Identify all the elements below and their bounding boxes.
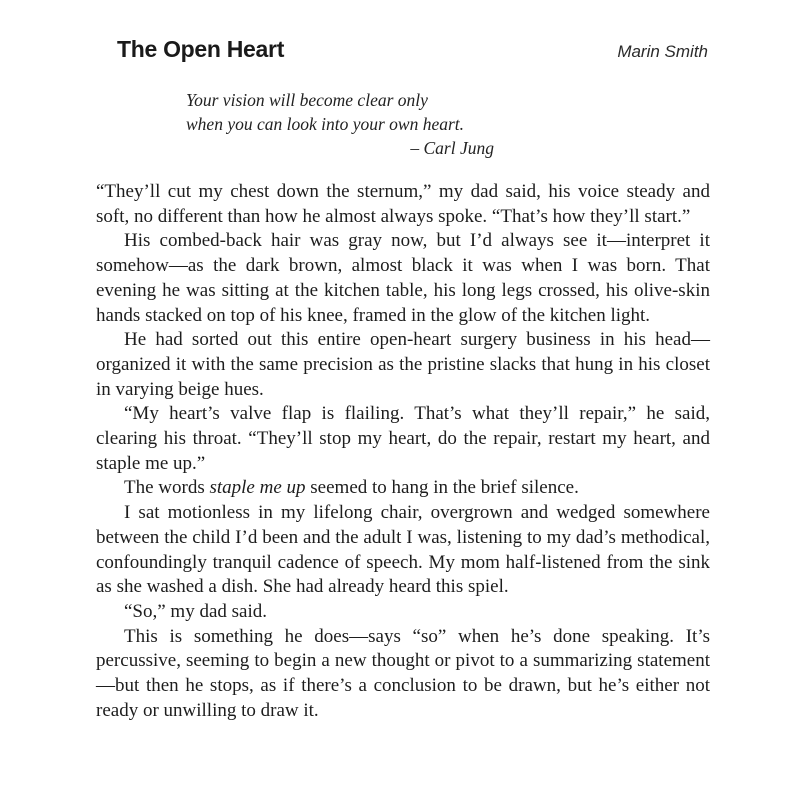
paragraph: [96, 229, 710, 328]
paragraph-text: I sat motionless in my lifelong chair, overgrown and wedged somewhere between the child I’d been and the adult I was, listening to my dad’s methodical, confoundingly tranquil cadence of speech. My mom half-listened from the sink as she washed a dish. She had already heard this spiel.: [96, 502, 710, 598]
paragraph: [96, 625, 710, 724]
paragraph-text: “So,” my dad said.: [124, 600, 268, 622]
epigraph-line-2: when you can look into your own heart.: [186, 114, 465, 134]
paragraph: [96, 402, 710, 476]
paragraph: [96, 328, 710, 402]
paragraph-text: He had sorted out this entire open-heart surgery business in his head—organized it with the same precision as the pristine slacks that hung in his closet in varying beige hues.: [96, 329, 710, 400]
paragraph-text: His combed-back hair was gray now, but I’d always see it—interpret it somehow—as the dark brown, almost black it was when I was born. That evening he was sitting at the kitchen table, his long legs crossed, his olive-skin hands stacked on top of his knee, framed in the glow of the kitchen light.: [96, 230, 710, 326]
epigraph-line-1: Your vision will become clear only: [186, 90, 428, 110]
paragraph: [96, 476, 710, 501]
paragraph-text: This is something he does—says “so” when he’s done speaking. It’s percussive, seeming to begin a new thought or pivot to a summarizing statement—but then he stops, as if there’s a conclusion to be drawn, but he’s either not ready or unwilling to draw it.: [96, 625, 710, 721]
paragraph: [96, 501, 710, 600]
epigraph-attribution: – Carl Jung: [410, 138, 494, 158]
paragraph: [96, 180, 710, 229]
paragraph-text: seemed to hang in the brief silence.: [305, 477, 579, 499]
paragraph: [96, 600, 710, 625]
paragraph-text: The words: [124, 477, 210, 499]
page-header: [117, 36, 708, 63]
paragraph-text: “They’ll cut my chest down the sternum,” my dad said, his voice steady and soft, no different than how he almost always spoke. “That’s how they’ll start.”: [96, 181, 710, 227]
epigraph: [186, 88, 494, 160]
page-title: The Open Heart: [117, 36, 285, 62]
author-name: Marin Smith: [617, 42, 708, 61]
body-paragraphs: [96, 180, 710, 723]
paragraph-text: “My heart’s valve flap is flailing. That’s what they’ll repair,” he said, clearing his throat. “They’ll stop my heart, do the repair, restart my heart, and staple me up.”: [96, 403, 710, 474]
paragraph-emphasis-text: staple me up: [209, 477, 306, 499]
